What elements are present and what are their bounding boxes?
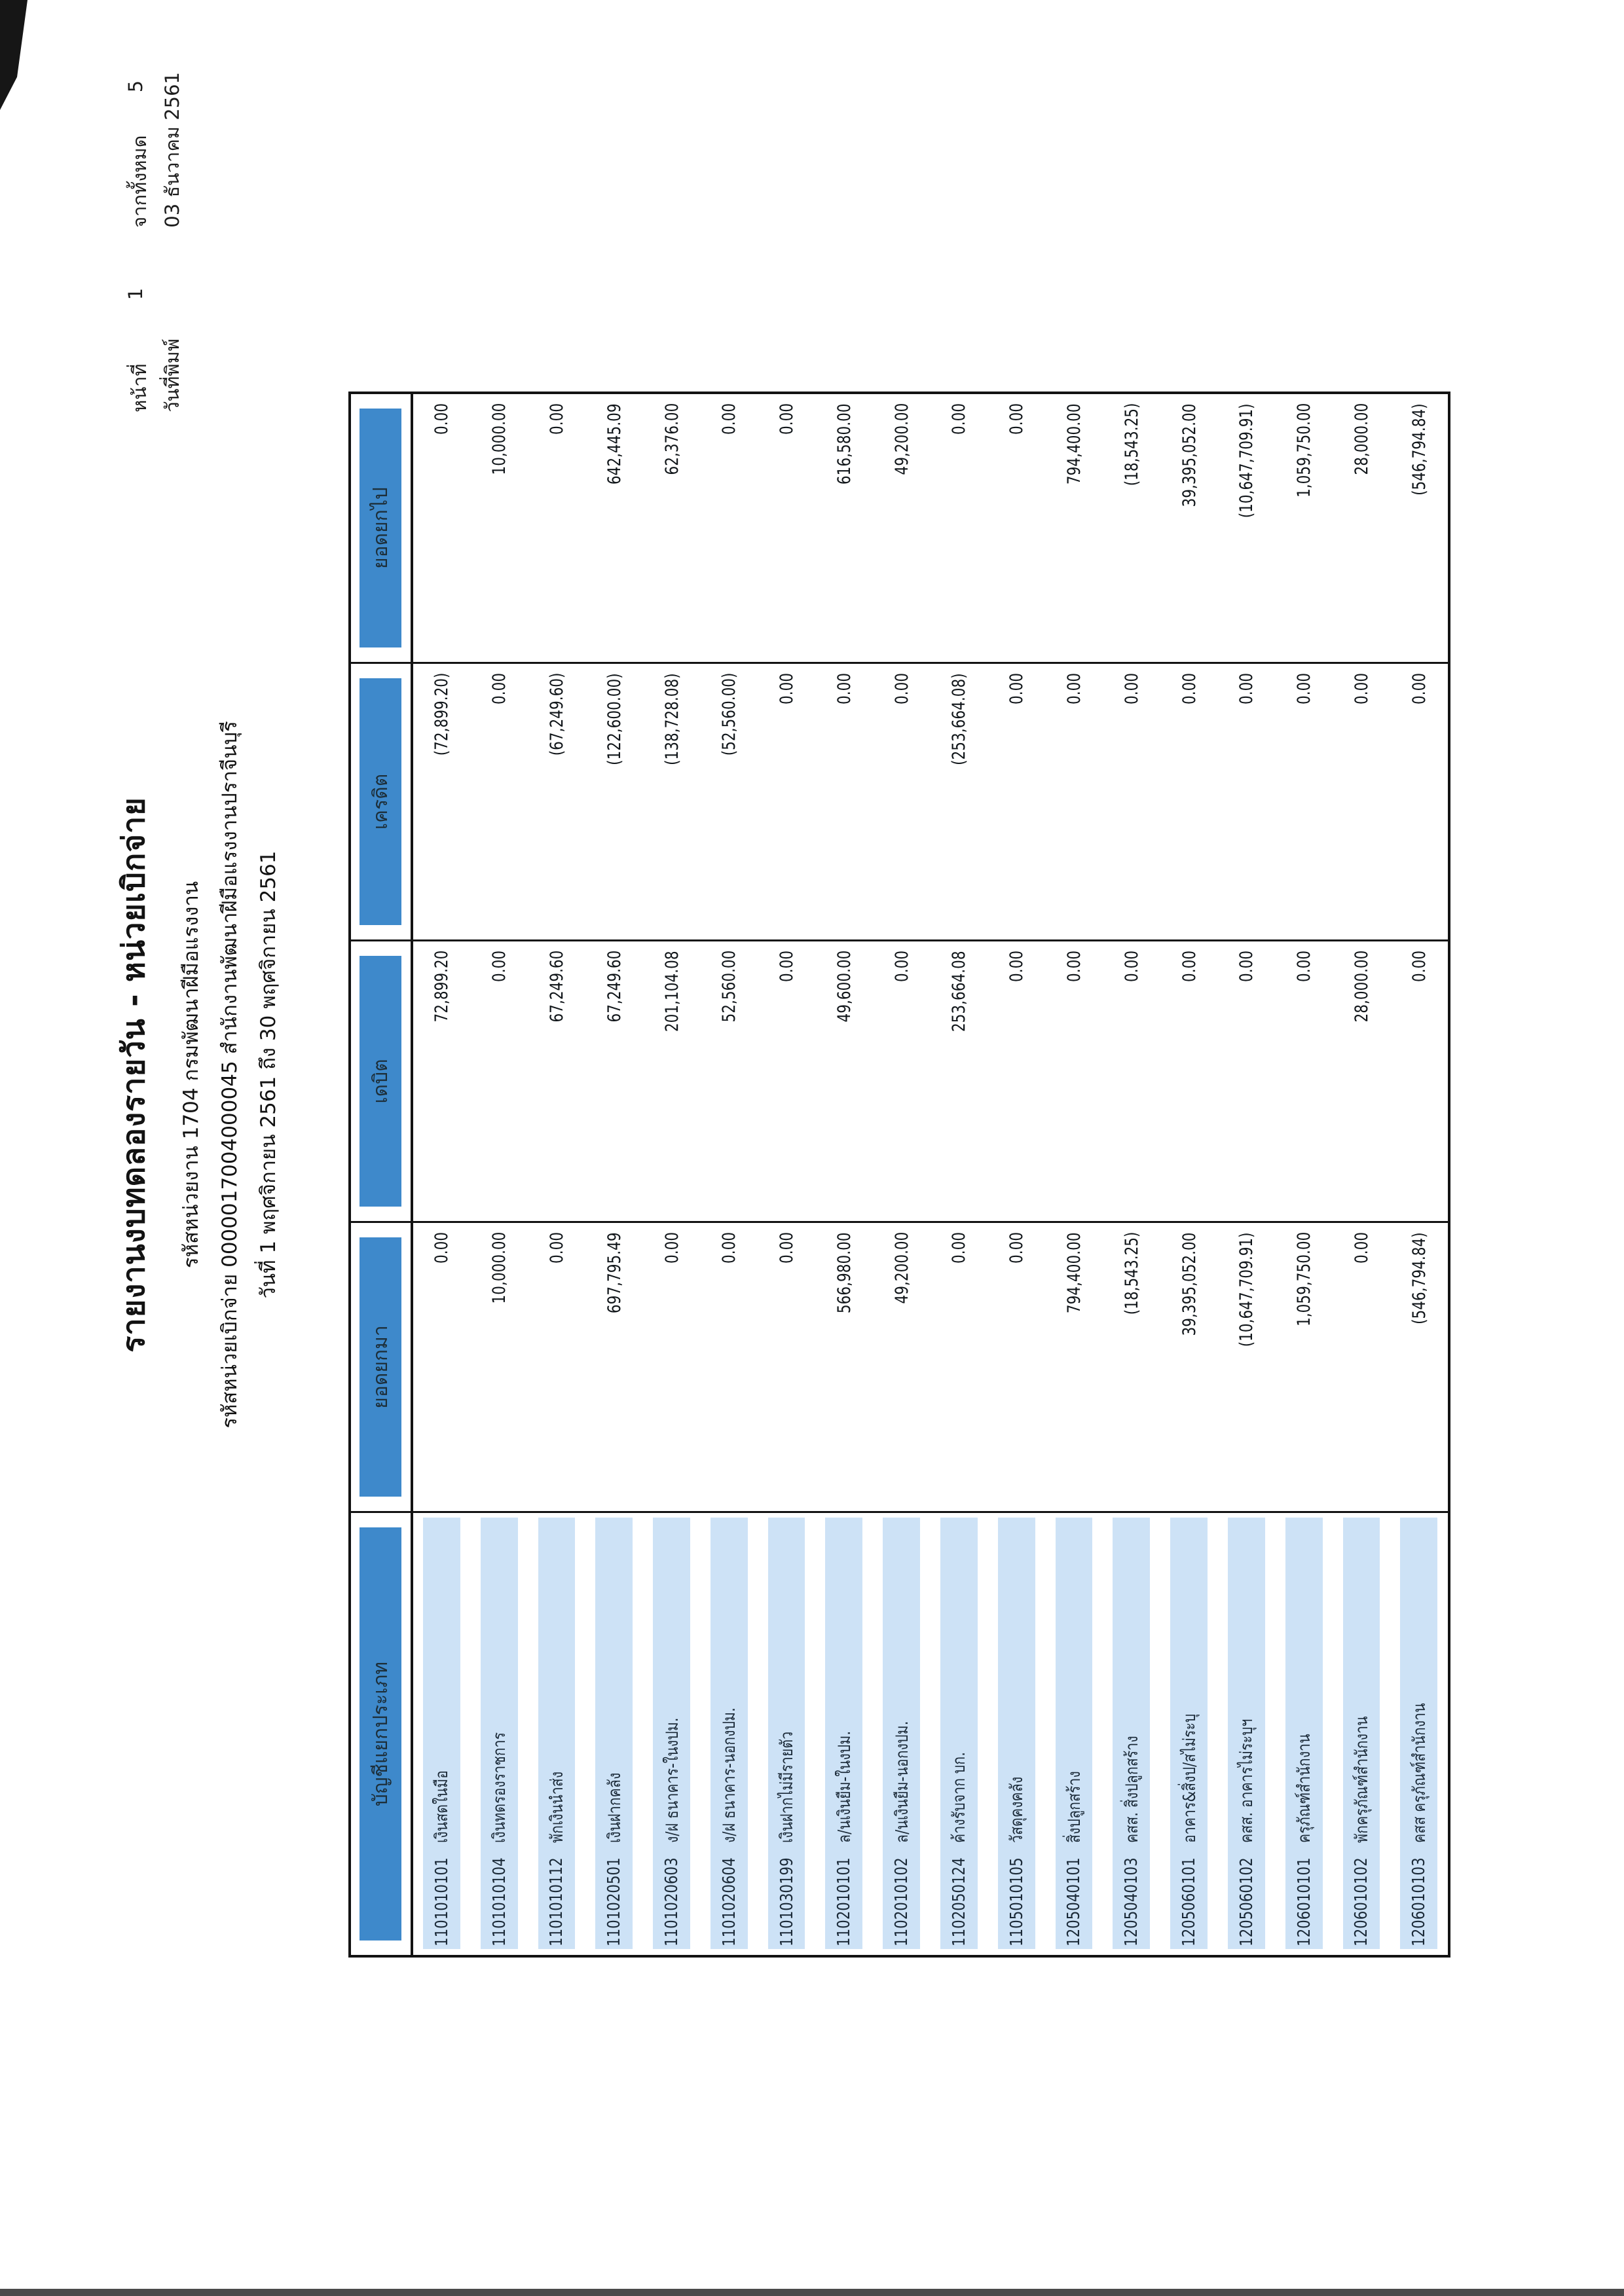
debit-value: 0.00	[1236, 951, 1257, 983]
account-name: สิ่งปลูกสร้าง	[1064, 1771, 1084, 1843]
table-row	[643, 394, 701, 1955]
brought-forward-value: 49,200.00	[891, 1232, 912, 1304]
print-date: 03 ธันวาคม 2561	[161, 72, 183, 228]
account-name: วัสดุคงคลัง	[1007, 1776, 1027, 1843]
cell-account	[701, 1511, 758, 1955]
carried-forward-value: 0.00	[1006, 403, 1027, 435]
cell-account	[585, 1511, 643, 1955]
cell-brought-forward	[815, 1221, 873, 1511]
account-code: 1206010102	[1352, 1857, 1372, 1946]
account-name: คสส. อาคารไม่ระบุฯ	[1237, 1719, 1257, 1843]
cell-account	[1218, 1511, 1276, 1955]
cell-account	[1333, 1511, 1391, 1955]
credit-value: (72,899.20)	[432, 673, 452, 756]
carried-forward-value: (18,543.25)	[1121, 403, 1142, 486]
account-name: ล/นเงินยืม-ในงปม.	[834, 1730, 855, 1843]
table-row	[931, 394, 988, 1955]
cell-brought-forward	[988, 1221, 1046, 1511]
trial-balance-table	[348, 392, 1450, 1958]
cell-debit	[988, 939, 1046, 1221]
cell-carried-forward	[471, 394, 528, 662]
cell-credit	[1046, 662, 1103, 939]
cell-brought-forward	[528, 1221, 586, 1511]
cell-debit	[758, 939, 816, 1221]
cell-account	[643, 1511, 701, 1955]
credit-value: 0.00	[1351, 673, 1372, 705]
cell-carried-forward	[528, 394, 586, 662]
credit-value: 0.00	[1063, 673, 1084, 705]
cell-credit	[988, 662, 1046, 939]
table-row	[1333, 394, 1391, 1955]
cell-carried-forward	[1390, 394, 1448, 662]
cell-brought-forward	[1046, 1221, 1103, 1511]
brought-forward-value: 0.00	[777, 1232, 798, 1264]
cell-brought-forward	[1333, 1221, 1391, 1511]
carried-forward-value: 1,059,750.00	[1294, 403, 1315, 498]
account-code: 1105010105	[1006, 1857, 1027, 1946]
debit-value: 52,560.00	[719, 951, 740, 1023]
carried-forward-value: 616,580.00	[834, 403, 855, 484]
carried-forward-value: 642,445.09	[604, 403, 625, 484]
brought-forward-value: 0.00	[432, 1232, 452, 1264]
carried-forward-value: 10,000.00	[489, 403, 510, 475]
cell-brought-forward	[643, 1221, 701, 1511]
cell-debit	[1218, 939, 1276, 1221]
credit-value: 0.00	[834, 673, 855, 705]
debit-value: 0.00	[1294, 951, 1315, 983]
cell-brought-forward	[873, 1221, 931, 1511]
cell-brought-forward	[413, 1221, 471, 1511]
cell-carried-forward	[1276, 394, 1333, 662]
carried-forward-value: 0.00	[719, 403, 740, 435]
carried-forward-value: (10,647,709.91)	[1236, 403, 1257, 518]
carried-forward-value: 794,400.00	[1063, 403, 1084, 484]
account-name: เงินสดในมือ	[432, 1770, 452, 1843]
header-label-brought-forward: ยอดยกมา	[369, 1325, 392, 1409]
table-row	[1160, 394, 1218, 1955]
credit-value: (67,249.60)	[546, 673, 567, 756]
credit-value: (122,600.00)	[604, 673, 625, 765]
cell-brought-forward	[1276, 1221, 1333, 1511]
cell-brought-forward	[701, 1221, 758, 1511]
header-label-debit: เดบิต	[369, 1059, 392, 1104]
cell-account	[931, 1511, 988, 1955]
report-title: รายงานงบทดลองรายวัน - หน่วยเบิกจ่าย	[116, 797, 152, 1353]
cell-debit	[931, 939, 988, 1221]
cell-carried-forward	[988, 394, 1046, 662]
cell-brought-forward	[1103, 1221, 1160, 1511]
cell-account	[988, 1511, 1046, 1955]
account-code: 1206010101	[1294, 1857, 1314, 1946]
debit-value: 67,249.60	[604, 951, 625, 1023]
cell-credit	[1276, 662, 1333, 939]
debit-value: 67,249.60	[546, 951, 567, 1023]
debit-value: 72,899.20	[432, 951, 452, 1023]
table-row	[1390, 394, 1448, 1955]
account-code: 1205060102	[1236, 1857, 1257, 1946]
carried-forward-value: 49,200.00	[891, 403, 912, 475]
table-row	[988, 394, 1046, 1955]
table-row	[413, 394, 471, 1955]
account-name: ค้างรับจาก บก.	[950, 1751, 970, 1843]
debit-value: 0.00	[1179, 951, 1200, 983]
cell-brought-forward	[931, 1221, 988, 1511]
title-block	[109, 0, 288, 2223]
cell-brought-forward	[758, 1221, 816, 1511]
cell-debit	[1333, 939, 1391, 1221]
cell-carried-forward	[1218, 394, 1276, 662]
period-line: วันที่ 1 พฤศจิกายน 2561 ถึง 30 พฤศจิกายน 2561	[257, 850, 280, 1299]
credit-value: (52,560.00)	[719, 673, 740, 756]
account-name: ล/นเงินยืม-นอกงปม.	[892, 1721, 912, 1843]
scan-corner-artifact	[0, 0, 28, 110]
table-row	[701, 394, 758, 1955]
carried-forward-value: (546,794.84)	[1409, 403, 1430, 496]
cell-debit	[643, 939, 701, 1221]
cell-debit	[585, 939, 643, 1221]
table-row	[1276, 394, 1333, 1955]
cell-account	[758, 1511, 816, 1955]
cell-carried-forward	[585, 394, 643, 662]
brought-forward-value: 0.00	[546, 1232, 567, 1264]
cell-credit	[1218, 662, 1276, 939]
cell-credit	[1390, 662, 1448, 939]
cell-debit	[1046, 939, 1103, 1221]
cell-carried-forward	[1046, 394, 1103, 662]
page-label: หน้าที่	[128, 363, 151, 412]
cell-credit	[528, 662, 586, 939]
carried-forward-value: 0.00	[777, 403, 798, 435]
cell-brought-forward	[1218, 1221, 1276, 1511]
table-row	[758, 394, 816, 1955]
cell-brought-forward	[1160, 1221, 1218, 1511]
cell-brought-forward	[585, 1221, 643, 1511]
credit-value: 0.00	[1006, 673, 1027, 705]
cell-debit	[815, 939, 873, 1221]
cell-credit	[758, 662, 816, 939]
debit-value: 0.00	[489, 951, 510, 983]
cell-account	[1276, 1511, 1333, 1955]
header-label-credit: เครดิต	[369, 773, 392, 830]
table-row	[528, 394, 586, 1955]
carried-forward-value: 62,376.00	[661, 403, 682, 475]
cell-debit	[873, 939, 931, 1221]
of-label: จากทั้งหมด	[128, 135, 151, 228]
cell-debit	[1390, 939, 1448, 1221]
cell-credit	[471, 662, 528, 939]
credit-value: 0.00	[1121, 673, 1142, 705]
credit-value: 0.00	[489, 673, 510, 705]
account-code: 1101010101	[432, 1857, 452, 1946]
account-code: 1102010102	[892, 1857, 912, 1946]
cell-carried-forward	[873, 394, 931, 662]
account-code: 1101020501	[604, 1857, 625, 1946]
cell-account	[1046, 1511, 1103, 1955]
brought-forward-value: 697,795.49	[604, 1232, 625, 1313]
credit-value: 0.00	[777, 673, 798, 705]
cell-credit	[1160, 662, 1218, 939]
table-row	[873, 394, 931, 1955]
carried-forward-value: 0.00	[949, 403, 970, 435]
cell-account	[873, 1511, 931, 1955]
brought-forward-value: 0.00	[1006, 1232, 1027, 1264]
cell-account	[471, 1511, 528, 1955]
credit-value: 0.00	[1179, 673, 1200, 705]
account-name: พักเงินนำส่ง	[547, 1771, 567, 1843]
account-name: คสส. สิ่งปลูกสร้าง	[1122, 1736, 1142, 1843]
cell-brought-forward	[1390, 1221, 1448, 1511]
cell-account	[528, 1511, 586, 1955]
account-code: 1102050124	[949, 1857, 969, 1946]
debit-value: 0.00	[1121, 951, 1142, 983]
header-label-carried-forward: ยอดยกไป	[369, 487, 392, 569]
cell-credit	[643, 662, 701, 939]
cell-carried-forward	[815, 394, 873, 662]
brought-forward-value: 794,400.00	[1063, 1232, 1084, 1313]
cell-carried-forward	[758, 394, 816, 662]
brought-forward-value: 0.00	[949, 1232, 970, 1264]
cell-carried-forward	[1333, 394, 1391, 662]
account-name: ง/ฝ ธนาคาร-นอกงปม.	[720, 1707, 740, 1843]
debit-value: 0.00	[891, 951, 912, 983]
account-code: 1101020603	[662, 1857, 682, 1946]
cell-account	[1390, 1511, 1448, 1955]
debit-value: 0.00	[1006, 951, 1027, 983]
table-header-row	[351, 394, 413, 1955]
cell-credit	[815, 662, 873, 939]
debit-value: 0.00	[1063, 951, 1084, 983]
debit-value: 49,600.00	[834, 951, 855, 1023]
header-cell-account	[351, 1511, 411, 1955]
print-date-label: วันที่พิมพ์	[161, 338, 183, 412]
credit-value: 0.00	[1294, 673, 1315, 705]
account-name: พักครุภัณฑ์สำนักงาน	[1352, 1716, 1372, 1843]
agency-line: รหัสหน่วยงาน 1704 กรมพัฒนาฝีมือแรงงาน	[179, 881, 203, 1269]
account-code: 1101020604	[719, 1857, 739, 1946]
brought-forward-value: 566,980.00	[834, 1232, 855, 1313]
account-code: 1102010101	[834, 1857, 855, 1946]
brought-forward-value: 0.00	[1351, 1232, 1372, 1264]
cell-carried-forward	[931, 394, 988, 662]
table-row	[1103, 394, 1160, 1955]
debit-value: 253,664.08	[949, 951, 970, 1032]
cell-debit	[1103, 939, 1160, 1221]
account-name: ครุภัณฑ์สำนักงาน	[1295, 1734, 1315, 1843]
table-body	[413, 394, 1448, 1955]
cell-credit	[701, 662, 758, 939]
brought-forward-value: (546,794.84)	[1409, 1232, 1430, 1324]
account-name: เงินทดรองราชการ	[490, 1732, 510, 1843]
cell-account	[815, 1511, 873, 1955]
cell-carried-forward	[643, 394, 701, 662]
account-name: อาคาร&สิ่งป/สไม่ระบุ	[1179, 1713, 1200, 1843]
account-code: 1101010104	[489, 1857, 509, 1946]
credit-value: (253,664.08)	[949, 673, 970, 765]
header-cell-credit	[351, 662, 411, 939]
unit-line: รหัสหน่วยเบิกจ่าย 0000017004000045 สำนักงานพัฒนาฝีมือแรงงานปราจีนบุรี	[218, 721, 242, 1429]
carried-forward-value: 28,000.00	[1351, 403, 1372, 475]
carried-forward-value: 39,395,052.00	[1179, 403, 1200, 507]
cell-credit	[931, 662, 988, 939]
cell-credit	[873, 662, 931, 939]
cell-carried-forward	[701, 394, 758, 662]
credit-value: 0.00	[891, 673, 912, 705]
table-row	[585, 394, 643, 1955]
brought-forward-value: (18,543.25)	[1121, 1232, 1142, 1315]
credit-value: 0.00	[1236, 673, 1257, 705]
cell-account	[1160, 1511, 1218, 1955]
cell-debit	[471, 939, 528, 1221]
cell-debit	[701, 939, 758, 1221]
cell-brought-forward	[471, 1221, 528, 1511]
table-row	[471, 394, 528, 1955]
cell-debit	[1160, 939, 1218, 1221]
debit-value: 201,104.08	[661, 951, 682, 1032]
account-code: 1205040103	[1122, 1857, 1142, 1946]
total-pages: 5	[124, 80, 147, 93]
scan-edge-artifact	[0, 2289, 1624, 2296]
account-name: ง/ฝ ธนาคาร-ในงปม.	[662, 1717, 682, 1843]
cell-debit	[1276, 939, 1333, 1221]
header-cell-carried-forward	[351, 394, 411, 662]
credit-value: 0.00	[1409, 673, 1430, 705]
account-code: 1101010112	[547, 1857, 567, 1946]
cell-credit	[585, 662, 643, 939]
carried-forward-value: 0.00	[546, 403, 567, 435]
header-label-account: บัญชีแยกประเภท	[369, 1661, 392, 1807]
cell-credit	[413, 662, 471, 939]
cell-carried-forward	[1103, 394, 1160, 662]
account-name: คสส ครุภัณฑ์สำนักงาน	[1409, 1703, 1430, 1843]
brought-forward-value: 10,000.00	[489, 1232, 510, 1304]
cell-carried-forward	[1160, 394, 1218, 662]
debit-value: 0.00	[1409, 951, 1430, 983]
debit-value: 0.00	[777, 951, 798, 983]
account-name: เงินฝากคลัง	[604, 1772, 625, 1843]
credit-value: (138,728.08)	[661, 673, 682, 765]
cell-carried-forward	[413, 394, 471, 662]
account-code: 1205040101	[1064, 1857, 1084, 1946]
account-code: 1206010103	[1409, 1857, 1430, 1946]
page-number: 1	[124, 287, 147, 301]
cell-credit	[1103, 662, 1160, 939]
table-row	[1046, 394, 1103, 1955]
brought-forward-value: 1,059,750.00	[1294, 1232, 1315, 1327]
cell-debit	[413, 939, 471, 1221]
account-code: 1205060101	[1179, 1857, 1200, 1946]
brought-forward-value: 0.00	[719, 1232, 740, 1264]
header-cell-debit	[351, 939, 411, 1221]
cell-account	[413, 1511, 471, 1955]
cell-debit	[528, 939, 586, 1221]
account-name: เงินฝากไม่มีรายตัว	[777, 1731, 798, 1843]
header-cell-brought-forward	[351, 1221, 411, 1511]
brought-forward-value: 0.00	[661, 1232, 682, 1264]
brought-forward-value: 39,395,052.00	[1179, 1232, 1200, 1336]
cell-account	[1103, 1511, 1160, 1955]
debit-value: 28,000.00	[1351, 951, 1372, 1023]
carried-forward-value: 0.00	[432, 403, 452, 435]
brought-forward-value: (10,647,709.91)	[1236, 1232, 1257, 1347]
account-code: 1101030199	[777, 1857, 797, 1946]
table-row	[1218, 394, 1276, 1955]
table-row	[815, 394, 873, 1955]
cell-credit	[1333, 662, 1391, 939]
